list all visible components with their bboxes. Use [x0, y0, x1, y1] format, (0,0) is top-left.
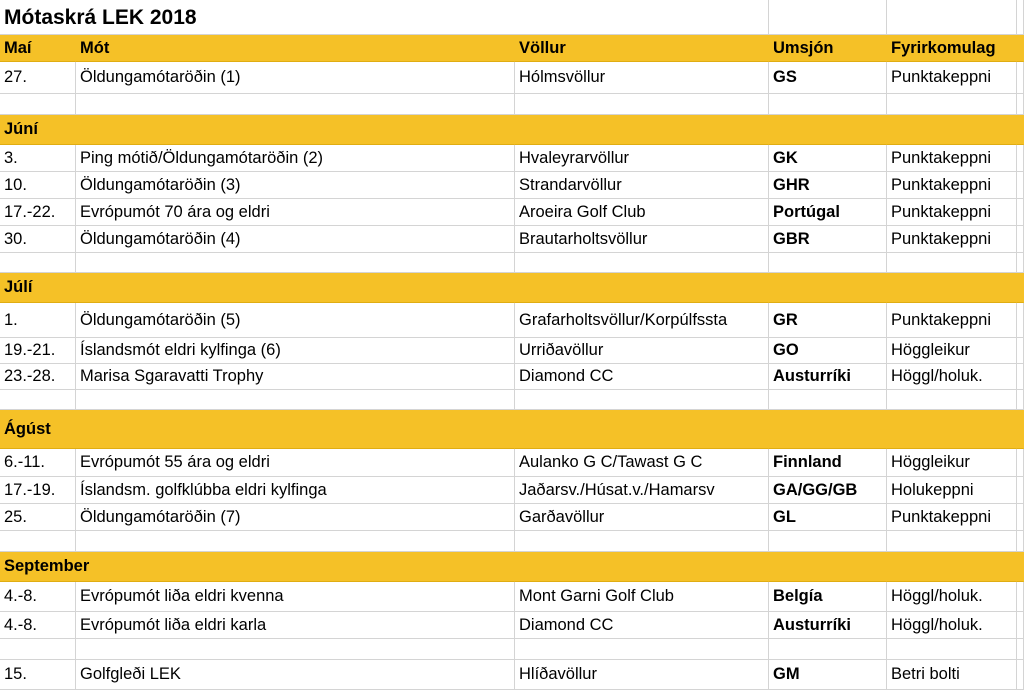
table-row [0, 226, 1024, 253]
host-cell[interactable]: Portúgal [769, 199, 887, 226]
date-cell[interactable]: 23.-28. [0, 364, 76, 390]
host-cell[interactable]: GR [769, 303, 887, 338]
cell[interactable] [1017, 199, 1024, 226]
event-cell[interactable]: Öldungamótaröðin (1) [76, 62, 515, 94]
course-cell[interactable]: Brautarholtsvöllur [515, 226, 769, 253]
format-cell[interactable]: Punktakeppni [887, 172, 1017, 199]
date-cell[interactable]: 6.-11. [0, 449, 76, 477]
cell[interactable] [769, 0, 887, 35]
format-cell[interactable]: Punktakeppni [887, 504, 1017, 531]
table-row [0, 145, 1024, 172]
host-cell[interactable]: Austurríki [769, 364, 887, 390]
table-row [0, 582, 1024, 612]
course-cell[interactable]: Urriðavöllur [515, 338, 769, 364]
cell[interactable] [887, 390, 1017, 410]
course-cell[interactable]: Mont Garni Golf Club [515, 582, 769, 612]
host-cell[interactable]: GO [769, 338, 887, 364]
cell[interactable] [887, 94, 1017, 115]
header-month[interactable]: Maí [0, 35, 76, 62]
host-cell[interactable]: GL [769, 504, 887, 531]
section-row-june [0, 115, 1024, 145]
course-cell[interactable]: Strandarvöllur [515, 172, 769, 199]
date-cell[interactable]: 25. [0, 504, 76, 531]
course-cell[interactable]: Garðavöllur [515, 504, 769, 531]
date-cell[interactable]: 17.-19. [0, 477, 76, 504]
format-cell[interactable]: Punktakeppni [887, 199, 1017, 226]
section-label[interactable]: Júní [0, 115, 515, 145]
cell[interactable] [1017, 660, 1024, 690]
date-cell[interactable]: 17.-22. [0, 199, 76, 226]
cell[interactable] [769, 253, 887, 273]
cell[interactable] [769, 390, 887, 410]
cell[interactable] [515, 94, 769, 115]
title-row [0, 0, 1024, 35]
cell[interactable] [1017, 0, 1024, 35]
host-cell[interactable]: GA/GG/GB [769, 477, 887, 504]
cell[interactable] [1017, 364, 1024, 390]
header-host[interactable]: Umsjón [769, 35, 887, 62]
format-cell[interactable]: Betri bolti [887, 660, 1017, 690]
header-format[interactable]: Fyrirkomulag [887, 35, 1017, 62]
cell[interactable] [76, 94, 515, 115]
cell[interactable] [887, 273, 1017, 303]
cell[interactable] [0, 531, 76, 552]
date-cell[interactable]: 4.-8. [0, 612, 76, 639]
sheet-title[interactable]: Mótaskrá LEK 2018 [0, 0, 515, 35]
cell[interactable] [1017, 253, 1024, 273]
cell[interactable] [0, 390, 76, 410]
cell[interactable] [1017, 115, 1024, 145]
section-label[interactable]: Júlí [0, 273, 515, 303]
empty-row [0, 390, 1024, 410]
event-cell[interactable]: Marisa Sgaravatti Trophy [76, 364, 515, 390]
event-cell[interactable]: Öldungamótaröðin (3) [76, 172, 515, 199]
cell[interactable] [1017, 390, 1024, 410]
cell[interactable] [887, 531, 1017, 552]
cell[interactable] [76, 253, 515, 273]
format-cell[interactable]: Höggleikur [887, 338, 1017, 364]
host-cell[interactable]: GBR [769, 226, 887, 253]
event-cell[interactable]: Evrópumót 70 ára og eldri [76, 199, 515, 226]
date-cell[interactable]: 19.-21. [0, 338, 76, 364]
cell[interactable] [887, 0, 1017, 35]
date-cell[interactable]: 15. [0, 660, 76, 690]
cell[interactable] [769, 273, 887, 303]
cell[interactable] [1017, 639, 1024, 660]
cell[interactable] [515, 253, 769, 273]
event-cell[interactable]: Evrópumót liða eldri kvenna [76, 582, 515, 612]
cell[interactable] [76, 390, 515, 410]
host-cell[interactable]: GK [769, 145, 887, 172]
course-cell[interactable]: Grafarholtsvöllur/Korpúlfssta [515, 303, 769, 338]
cell[interactable] [1017, 449, 1024, 477]
cell[interactable] [0, 639, 76, 660]
cell[interactable] [515, 0, 769, 35]
host-cell[interactable]: Austurríki [769, 612, 887, 639]
course-cell[interactable]: Aroeira Golf Club [515, 199, 769, 226]
host-cell[interactable]: Belgía [769, 582, 887, 612]
cell[interactable] [769, 410, 887, 449]
cell[interactable] [1017, 477, 1024, 504]
event-cell[interactable]: Íslandsm. golfklúbba eldri kylfinga [76, 477, 515, 504]
table-row [0, 199, 1024, 226]
cell[interactable] [515, 410, 769, 449]
cell[interactable] [1017, 35, 1024, 62]
cell[interactable] [76, 531, 515, 552]
host-cell[interactable]: GHR [769, 172, 887, 199]
date-cell[interactable]: 1. [0, 303, 76, 338]
empty-row [0, 639, 1024, 660]
format-cell[interactable]: Höggl/holuk. [887, 612, 1017, 639]
section-row-september [0, 552, 1024, 582]
date-cell[interactable]: 10. [0, 172, 76, 199]
section-label[interactable]: September [0, 552, 515, 582]
cell[interactable] [515, 390, 769, 410]
format-cell[interactable]: Höggl/holuk. [887, 364, 1017, 390]
format-cell[interactable]: Punktakeppni [887, 145, 1017, 172]
table-row [0, 612, 1024, 639]
cell[interactable] [887, 253, 1017, 273]
table-row [0, 303, 1024, 338]
cell[interactable] [1017, 612, 1024, 639]
empty-row [0, 94, 1024, 115]
format-cell[interactable]: Punktakeppni [887, 62, 1017, 94]
course-cell[interactable]: Hvaleyrarvöllur [515, 145, 769, 172]
cell[interactable] [769, 639, 887, 660]
header-row [0, 35, 1024, 62]
cell[interactable] [1017, 410, 1024, 449]
host-cell[interactable]: GS [769, 62, 887, 94]
section-row-august [0, 410, 1024, 449]
format-cell[interactable]: Punktakeppni [887, 226, 1017, 253]
cell[interactable] [887, 639, 1017, 660]
cell[interactable] [1017, 94, 1024, 115]
format-cell[interactable]: Holukeppni [887, 477, 1017, 504]
date-cell[interactable]: 3. [0, 145, 76, 172]
event-cell[interactable]: Evrópumót liða eldri karla [76, 612, 515, 639]
table-row [0, 338, 1024, 364]
cell[interactable] [1017, 303, 1024, 338]
event-cell[interactable]: Golfgleði LEK [76, 660, 515, 690]
cell[interactable] [0, 94, 76, 115]
table-row [0, 364, 1024, 390]
table-row [0, 504, 1024, 531]
cell[interactable] [515, 639, 769, 660]
course-cell[interactable]: Hólmsvöllur [515, 62, 769, 94]
host-cell[interactable]: Finnland [769, 449, 887, 477]
event-cell[interactable]: Öldungamótaröðin (5) [76, 303, 515, 338]
course-cell[interactable]: Diamond CC [515, 612, 769, 639]
event-cell[interactable]: Evrópumót 55 ára og eldri [76, 449, 515, 477]
table-row [0, 62, 1024, 94]
course-cell[interactable]: Hlíðavöllur [515, 660, 769, 690]
cell[interactable] [515, 531, 769, 552]
cell[interactable] [1017, 338, 1024, 364]
cell[interactable] [1017, 531, 1024, 552]
cell[interactable] [769, 115, 887, 145]
table-row [0, 172, 1024, 199]
host-cell[interactable]: GM [769, 660, 887, 690]
cell[interactable] [515, 552, 769, 582]
cell[interactable] [769, 552, 887, 582]
cell[interactable] [1017, 62, 1024, 94]
table-row [0, 449, 1024, 477]
cell[interactable] [515, 273, 769, 303]
section-label[interactable]: Ágúst [0, 410, 515, 449]
cell[interactable] [1017, 172, 1024, 199]
table-row [0, 477, 1024, 504]
table-row [0, 660, 1024, 690]
event-cell[interactable]: Íslandsmót eldri kylfinga (6) [76, 338, 515, 364]
cell[interactable] [1017, 552, 1024, 582]
cell[interactable] [769, 94, 887, 115]
cell[interactable] [887, 410, 1017, 449]
course-cell[interactable]: Jaðarsv./Húsat.v./Hamarsv [515, 477, 769, 504]
cell[interactable] [1017, 273, 1024, 303]
cell[interactable] [887, 115, 1017, 145]
event-cell[interactable]: Öldungamótaröðin (4) [76, 226, 515, 253]
date-cell[interactable]: 27. [0, 62, 76, 94]
cell[interactable] [1017, 145, 1024, 172]
section-row-july [0, 273, 1024, 303]
format-cell[interactable]: Höggl/holuk. [887, 582, 1017, 612]
event-cell[interactable]: Ping mótið/Öldungamótaröðin (2) [76, 145, 515, 172]
cell[interactable] [769, 531, 887, 552]
empty-row [0, 531, 1024, 552]
date-cell[interactable]: 30. [0, 226, 76, 253]
cell[interactable] [1017, 226, 1024, 253]
format-cell[interactable]: Punktakeppni [887, 303, 1017, 338]
cell[interactable] [887, 552, 1017, 582]
empty-row [0, 253, 1024, 273]
cell[interactable] [76, 639, 515, 660]
cell[interactable] [0, 253, 76, 273]
event-cell[interactable]: Öldungamótaröðin (7) [76, 504, 515, 531]
date-cell[interactable]: 4.-8. [0, 582, 76, 612]
cell[interactable] [1017, 504, 1024, 531]
cell[interactable] [1017, 582, 1024, 612]
course-cell[interactable]: Diamond CC [515, 364, 769, 390]
course-cell[interactable]: Aulanko G C/Tawast G C [515, 449, 769, 477]
header-course[interactable]: Völlur [515, 35, 769, 62]
header-event[interactable]: Mót [76, 35, 515, 62]
format-cell[interactable]: Höggleikur [887, 449, 1017, 477]
cell[interactable] [515, 115, 769, 145]
